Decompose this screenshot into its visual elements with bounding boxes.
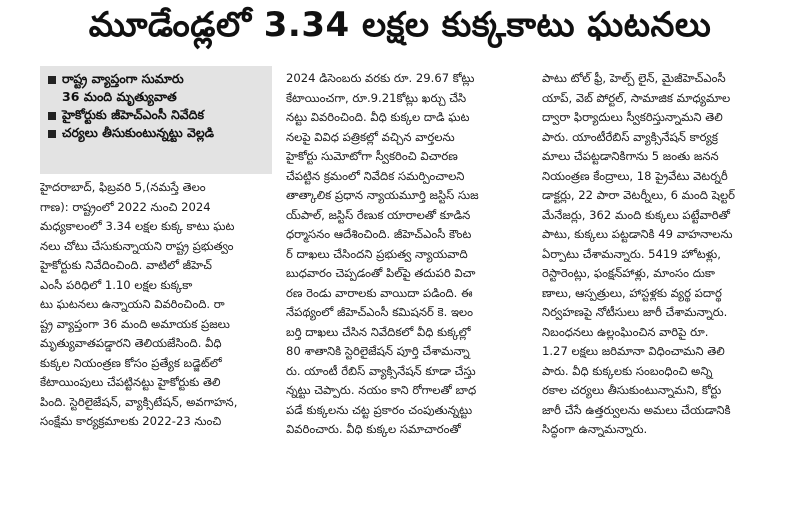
highlight-text: రాష్ట్ర వ్యాప్తంగా సుమారు	[62, 71, 184, 86]
article-line: వివరించారు. వీధి కుక్కల సమాచారంతో	[286, 422, 461, 436]
article-line: ణాలు, ఆస్పత్రులు, హాస్టళ్లకు వ్యర్థ పదార్థ	[542, 285, 722, 300]
article-line: మాలు చేపట్టడానికిగాను 5 జంతు జనన	[542, 149, 719, 163]
article-line: 1.27 లక్షలు జరిమానా విధించామని తెలి	[542, 344, 725, 358]
article-column-1	[40, 178, 276, 432]
highlight-text: చర్యలు తీసుకుంటున్నట్టు వెల్లడి	[62, 125, 215, 140]
article-line: సిద్ధంగా ఉన్నామన్నారు.	[542, 422, 648, 436]
article-line: నలు చోటు చేసుకున్నాయని రాష్ట్ర ప్రభుత్వం	[40, 238, 234, 253]
article-column-2	[286, 69, 532, 440]
article-line: పారు. యాంటీరేబిస్‌ వ్యాక్సినేషన్‌ కార్యక్ర	[542, 129, 718, 144]
article-line: పాటు టోల్‌ ఫ్రీ, హెల్ప్‌ లైన్‌, మైజీహెచ్‌ఎంసీ	[542, 71, 726, 85]
article-line: రు. యాంటీ రేబిస్‌ వ్యాక్సినేషన్‌ కూడా చేస్తు	[286, 363, 476, 378]
article-line: కుక్కల నియంత్రణ కోసం ప్రత్యేక బడ్జెట్‌లో	[40, 355, 222, 370]
article-line: నిబంధనలు ఉల్లంఘించిన వారిపై రూ.	[542, 324, 709, 339]
article-line: రణ రెండు వారాలకు వాయిదా పడింది. ఈ	[286, 285, 473, 300]
highlight-text: హైకోర్టుకు జీహెచ్‌ఎంసీ నివేదిక	[62, 107, 205, 122]
article-line: నేపథ్యంలో జీహెచ్‌ఎంసీ కమిషనర్‌ కె. ఇలం	[286, 305, 474, 319]
bullet-icon	[48, 130, 56, 138]
article-line: చేపట్టిన క్రమంలో నివేదిక సమర్పించాలని	[286, 168, 465, 183]
article-line: హైకోర్టుకు నివేదించింది. వాటిలో జీహెచ్‌	[40, 258, 212, 272]
article-line: బర్తి దాఖలు చేసిన నివేదికలో వీధి కుక్కల్లో	[286, 324, 471, 339]
article-line: నలపై వివిధ పత్రికల్లో వచ్చిన వార్తలను	[286, 129, 455, 144]
article-line: న్నట్టు చెప్పారు. నయం కాని రోగాలతో బాధ	[286, 383, 477, 397]
highlight-item	[48, 106, 266, 124]
article-line: నట్టు వివరించింది. వీధి కుక్కల దాడి ఘట	[286, 110, 470, 124]
article-line: య్‌పాల్‌, జస్టిస్‌ రేణుక యారాలతో కూడిన	[286, 207, 471, 222]
article-line: ఎంసీ పరిధిలో 1.10 లక్షల కుక్కకా	[40, 277, 193, 292]
article-line: రకాల చర్యలు తీసుకుంటున్నామని, కోర్టు	[542, 383, 722, 397]
article-line: నిర్వహణపై నోటీసులు జారీ చేశామన్నారు.	[542, 305, 728, 319]
article-line: కేటాయించగా, రూ.9.21కోట్లు ఖర్చు చేసి	[286, 90, 467, 105]
article-line: నియంత్రణ కేంద్రాలు, 18 ప్రైవేటు వెటర్నరీ	[542, 168, 728, 183]
article-line: తాత్కాలిక ప్రధాన న్యాయమూర్తి జస్టిస్‌ సుజ	[286, 188, 479, 202]
article-line: సంక్షేమ కార్యక్రమాలకు 2022-23 నుంచి	[40, 414, 222, 428]
headline: మూడేండ్లలో 3.34 లక్షల కుక్కకాటు ఘటనలు	[88, 5, 712, 45]
article-line: మృత్యువాతపడ్డారని తెలియజేసింది. వీధి	[40, 336, 222, 350]
highlights-box	[40, 66, 272, 174]
article-line: యాప్‌, వెబ్‌ పోర్టల్‌, సామాజిక మాధ్యమాల	[542, 90, 731, 105]
bullet-icon	[48, 112, 56, 120]
article-line: 2024 డిసెంబరు వరకు రూ. 29.67 కోట్లు	[286, 71, 475, 85]
highlight-item	[48, 70, 266, 106]
highlight-item	[48, 124, 266, 142]
article-line: పాటు, కుక్కలు పట్టడానికి 49 వాహనాలను	[542, 227, 733, 241]
article-line: ర్‌ దాఖలు చేసిందని ప్రభుత్వ న్యాయవాది	[286, 246, 468, 261]
article-line: కేటాయింపులు చేపట్టినట్టు హైకోర్టుకు తెలి	[40, 375, 221, 389]
article-line: రెస్టారెంట్లు, ఫంక్షన్‌హాళ్లు, మాంసం దుకా	[542, 266, 715, 280]
article-line: జారీ చేసే ఉత్తర్వులను అమలు చేయడానికి	[542, 402, 731, 417]
article-line: డాక్టర్లు, 22 పారా వెటర్నీలు, 6 మంది షెల్టర్‌	[542, 188, 736, 202]
article-line: ధర్మాసనం ఆదేశించింది. జీహెచ్‌ఎంసీ కౌంట	[286, 227, 472, 241]
article-column-3	[542, 69, 792, 440]
article-line: మధ్యకాలంలో 3.34 లక్షల కుక్క కాటు ఘట	[40, 219, 235, 233]
article-line: పింది. స్టెరిలైజేషన్‌, వ్యాక్సిటేషన్‌, అవగాహన,	[40, 394, 238, 409]
article-line: పారు. వీధి కుక్కలకు సంబంధించి అన్ని	[542, 363, 713, 378]
article-line: హైకోర్టు సుమోటోగా స్వీకరించి విచారణ	[286, 149, 458, 163]
article-line: బుధవారం చెప్పడంతో పిల్‌పై తదుపరి విచా	[286, 266, 476, 280]
article-line: హైదరాబాద్‌, ఫిబ్రవరి 5,(నమస్తే తెలం	[40, 180, 206, 194]
article-line: మేనేజర్లు, 362 మంది కుక్కలు పట్టేవారితో	[542, 207, 730, 222]
article-line: పడే కుక్కలను చట్ట ప్రకారం చంపుతున్నట్టు	[286, 402, 473, 417]
highlight-text-continued: 36 మంది మృత్యువాత	[62, 89, 177, 104]
article-line: 80 శాతానికి స్టెరిలైజేషన్‌ పూర్తి చేశామన్నా	[286, 344, 470, 358]
article-line: గాణ): రాష్ట్రంలో 2022 నుంచి 2024	[40, 199, 211, 214]
article-line: టు ఘటనలు ఉన్నాయని వివరించింది. రా	[40, 297, 225, 311]
article-line: ద్వారా ఫిర్యాదులు స్వీకరిస్తున్నామని తెలి	[542, 110, 723, 124]
article-line: ఏర్పాటు చేశామన్నారు. 5419 హోటళ్లు,	[542, 246, 721, 261]
bullet-icon	[48, 76, 56, 84]
article-line: ష్ట్ర వ్యాప్తంగా 36 మంది అమాయక ప్రజలు	[40, 316, 230, 331]
